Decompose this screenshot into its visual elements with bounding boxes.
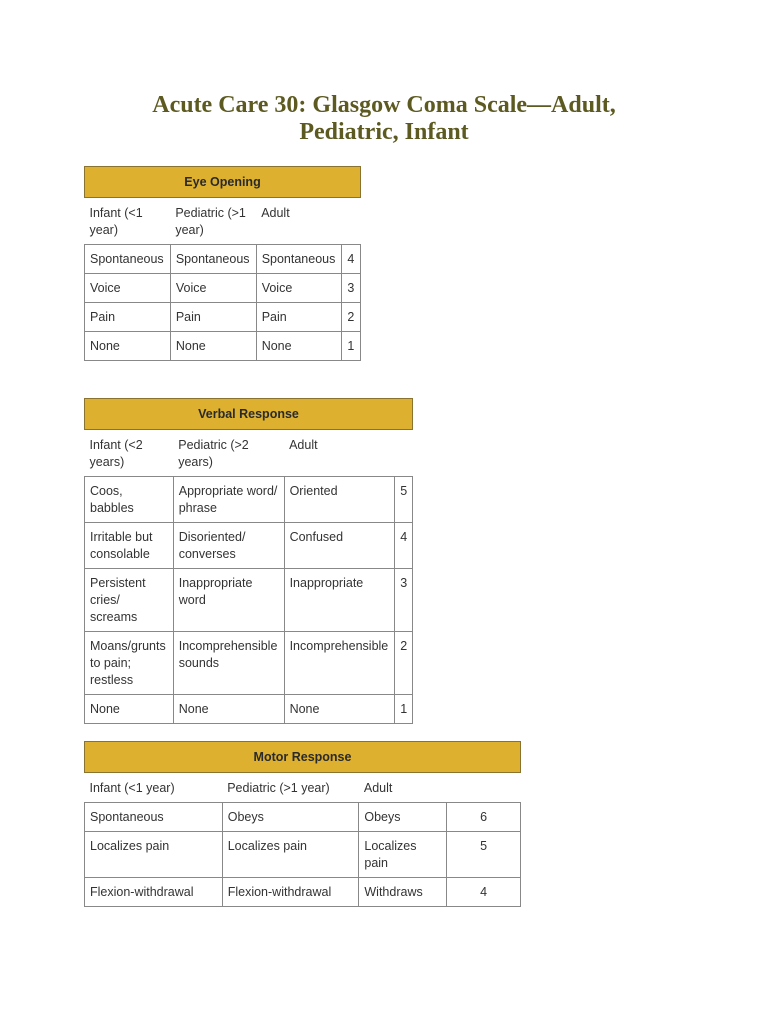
table-row xyxy=(85,803,521,832)
cell-score: 4 xyxy=(447,878,521,907)
cell-infant: Voice xyxy=(85,274,171,303)
cell-adult: Obeys xyxy=(359,803,447,832)
column-header-pediatric: Pediatric (>2 years) xyxy=(178,438,249,469)
column-header-pediatric: Pediatric (>1 year) xyxy=(227,781,330,795)
cell-pediatric: Disoriented/ converses xyxy=(173,523,284,569)
cell-adult: Inappropriate xyxy=(284,569,395,632)
table-row xyxy=(85,695,413,724)
table-row xyxy=(85,303,361,332)
column-header-score xyxy=(341,198,360,245)
column-header-adult: Adult xyxy=(363,781,393,795)
cell-pediatric: Spontaneous xyxy=(170,245,256,274)
cell-pediatric: Incomprehensible sounds xyxy=(173,632,284,695)
table-row xyxy=(85,832,521,878)
cell-pediatric: Localizes pain xyxy=(222,832,359,878)
page-title-line-1: Acute Care 30: Glasgow Coma Scale—Adult, xyxy=(152,92,616,118)
page-title-line-2: Pediatric, Infant xyxy=(299,119,469,145)
cell-adult: Localizes pain xyxy=(359,832,447,878)
verbal-response-table xyxy=(84,398,413,724)
cell-pediatric: Inappropriate word xyxy=(173,569,284,632)
motor-response-title: Motor Response xyxy=(85,742,521,773)
cell-pediatric: None xyxy=(170,332,256,361)
cell-adult: Voice xyxy=(256,274,341,303)
cell-pediatric: None xyxy=(173,695,284,724)
page-title xyxy=(0,92,768,146)
cell-infant: Flexion-withdrawal xyxy=(85,878,223,907)
cell-infant: Persistent cries/ screams xyxy=(85,569,174,632)
table-row xyxy=(85,477,413,523)
cell-pediatric: Obeys xyxy=(222,803,359,832)
column-header-infant: Infant (<1 year) xyxy=(89,781,175,795)
cell-score: 6 xyxy=(447,803,521,832)
cell-score: 3 xyxy=(395,569,413,632)
cell-infant: None xyxy=(85,695,174,724)
motor-response-table xyxy=(84,741,521,907)
cell-score: 5 xyxy=(395,477,413,523)
cell-infant: Irritable but consolable xyxy=(85,523,174,569)
verbal-response-title: Verbal Response xyxy=(85,399,413,430)
column-header-adult: Adult xyxy=(261,206,290,220)
cell-pediatric: Appropriate word/ phrase xyxy=(173,477,284,523)
cell-adult: None xyxy=(256,332,341,361)
cell-infant: Pain xyxy=(85,303,171,332)
table-row xyxy=(85,569,413,632)
cell-adult: Withdraws xyxy=(359,878,447,907)
cell-pediatric: Voice xyxy=(170,274,256,303)
cell-infant: Coos, babbles xyxy=(85,477,174,523)
cell-infant: Moans/grunts to pain; restless xyxy=(85,632,174,695)
table-row xyxy=(85,332,361,361)
table-row xyxy=(85,523,413,569)
cell-infant: Spontaneous xyxy=(85,245,171,274)
cell-score: 4 xyxy=(395,523,413,569)
cell-infant: Localizes pain xyxy=(85,832,223,878)
table-row xyxy=(85,245,361,274)
cell-score: 3 xyxy=(341,274,360,303)
cell-score: 4 xyxy=(341,245,360,274)
cell-adult: None xyxy=(284,695,395,724)
table-row xyxy=(85,878,521,907)
cell-score: 1 xyxy=(341,332,360,361)
cell-score: 5 xyxy=(447,832,521,878)
eye-opening-title: Eye Opening xyxy=(85,167,361,198)
cell-pediatric: Flexion-withdrawal xyxy=(222,878,359,907)
table-row xyxy=(85,274,361,303)
column-header-score xyxy=(447,773,521,803)
cell-infant: Spontaneous xyxy=(85,803,223,832)
column-header-infant: Infant (<2 years) xyxy=(89,438,143,469)
cell-infant: None xyxy=(85,332,171,361)
column-header-infant: Infant (<1 year) xyxy=(89,206,143,237)
cell-score: 2 xyxy=(341,303,360,332)
column-header-score xyxy=(395,430,413,477)
cell-adult: Incomprehensible xyxy=(284,632,395,695)
cell-score: 1 xyxy=(395,695,413,724)
column-header-adult: Adult xyxy=(289,438,318,452)
eye-opening-table xyxy=(84,166,361,361)
cell-adult: Oriented xyxy=(284,477,395,523)
cell-adult: Pain xyxy=(256,303,341,332)
table-row xyxy=(85,632,413,695)
cell-score: 2 xyxy=(395,632,413,695)
column-header-pediatric: Pediatric (>1 year) xyxy=(175,206,246,237)
cell-adult: Confused xyxy=(284,523,395,569)
cell-adult: Spontaneous xyxy=(256,245,341,274)
cell-pediatric: Pain xyxy=(170,303,256,332)
